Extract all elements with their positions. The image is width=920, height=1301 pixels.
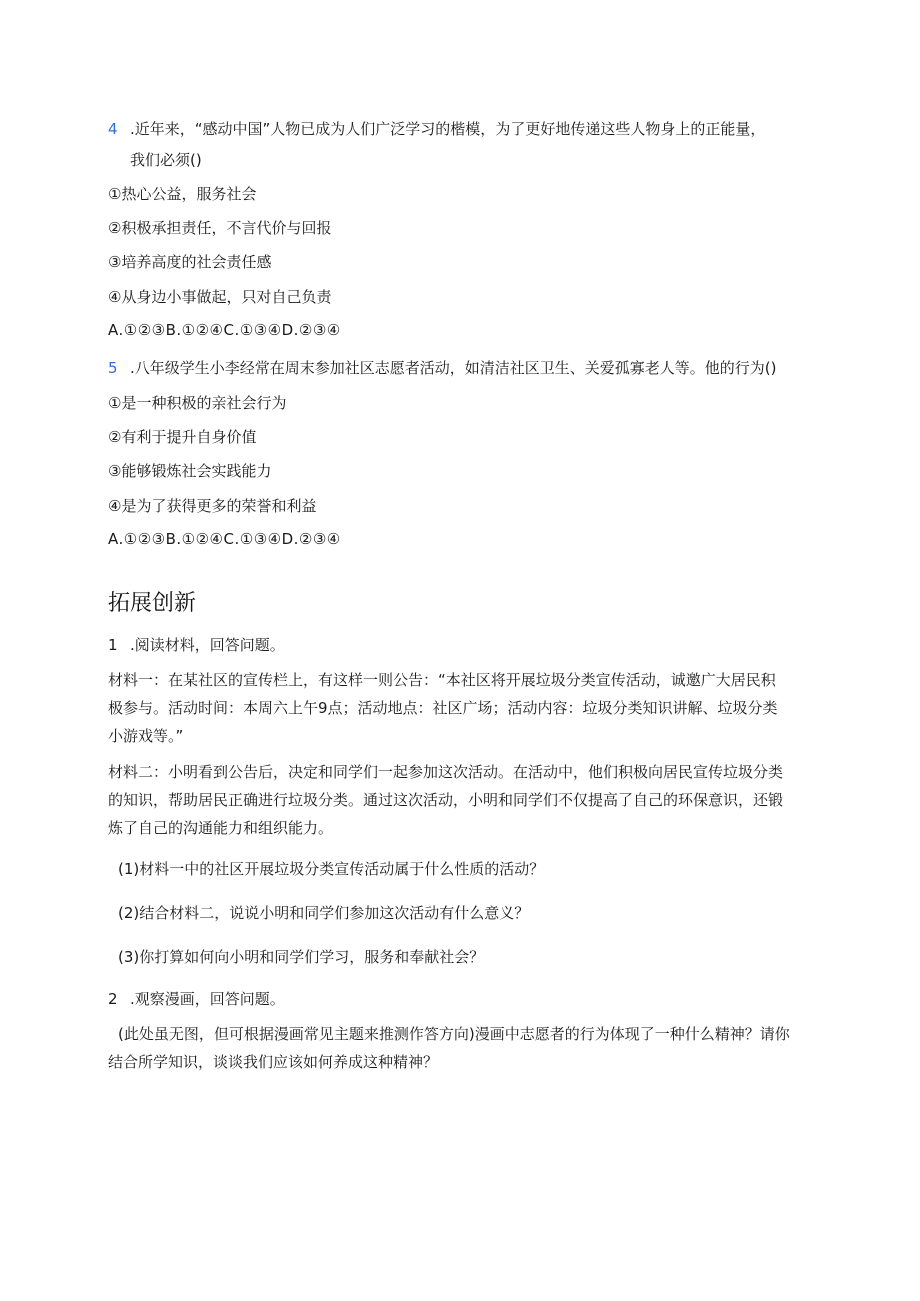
material-1-line-1: 材料一：在某社区的宣传栏上，有这样一则公告：“本社区将开展垃圾分类宣传活动，诚邀广大居民积 <box>108 671 776 689</box>
material-1-line-2: 极参与。活动时间：本周六上午9点；活动地点：社区广场；活动内容：垃圾分类知识讲解、垃圾分类 <box>108 699 778 717</box>
question-5-option-4: ④是为了获得更多的荣誉和利益 <box>108 497 317 515</box>
question-4-option-1: ①热心公益，服务社会 <box>108 185 257 203</box>
material-2-line-2: 的知识，帮助居民正确进行垃圾分类。通过这次活动，小明和同学们不仅提高了自己的环保意识，还锻 <box>108 791 784 809</box>
question-4-option-3: ③培养高度的社会责任感 <box>108 253 272 271</box>
extension-2-number: 2 <box>108 990 118 1008</box>
question-4-option-2: ②积极承担责任，不言代价与回报 <box>108 219 332 237</box>
question-5-number: 5 <box>108 359 118 377</box>
sub-question-3: (3)你打算如何向小明和同学们学习，服务和奉献社会？ <box>118 948 485 966</box>
sub-question-1: (1)材料一中的社区开展垃圾分类宣传活动属于什么性质的活动？ <box>118 860 545 878</box>
section-title: 拓展创新 <box>108 591 197 616</box>
extension-1-stem: .阅读材料，回答问题。 <box>130 636 285 654</box>
extension-2-stem: .观察漫画，回答问题。 <box>130 990 285 1008</box>
question-5-option-3: ③能够锻炼社会实践能力 <box>108 462 272 480</box>
sub-question-2: (2)结合材料二，说说小明和同学们参加这次活动有什么意义？ <box>118 904 530 922</box>
question-4-stem-line2: 我们必须() <box>130 151 202 169</box>
extension-2-body-line-2: 结合所学知识，谈谈我们应该如何养成这种精神？ <box>108 1053 439 1071</box>
material-1-line-3: 小游戏等。” <box>108 727 184 745</box>
question-4-answer-choices: A.①②③B.①②④C.①③④D.②③④ <box>108 321 341 339</box>
question-5-stem-line1: .八年级学生小李经常在周末参加社区志愿者活动，如清洁社区卫生、关爱孤寡老人等。他的行为() <box>130 359 777 377</box>
material-2-line-3: 炼了自己的沟通能力和组织能力。 <box>108 819 334 837</box>
question-5-answer-choices: A.①②③B.①②④C.①③④D.②③④ <box>108 530 341 548</box>
extension-2-body-line-1: (此处虽无图，但可根据漫画常见主题来推测作答方向)漫画中志愿者的行为体现了一种什么精神？请你 <box>118 1025 790 1043</box>
question-4-number: 4 <box>108 120 118 138</box>
question-5-option-1: ①是一种积极的亲社会行为 <box>108 394 287 412</box>
question-5-option-2: ②有利于提升自身价值 <box>108 428 257 446</box>
extension-1-number: 1 <box>108 636 118 654</box>
question-4-option-4: ④从身边小事做起，只对自己负责 <box>108 288 332 306</box>
material-2-line-1: 材料二：小明看到公告后，决定和同学们一起参加这次活动。在活动中，他们积极向居民宣传垃圾分类 <box>108 763 784 781</box>
question-4-stem-line1: .近年来，“感动中国”人物已成为人们广泛学习的楷模，为了更好地传递这些人物身上的正能量， <box>130 120 766 138</box>
